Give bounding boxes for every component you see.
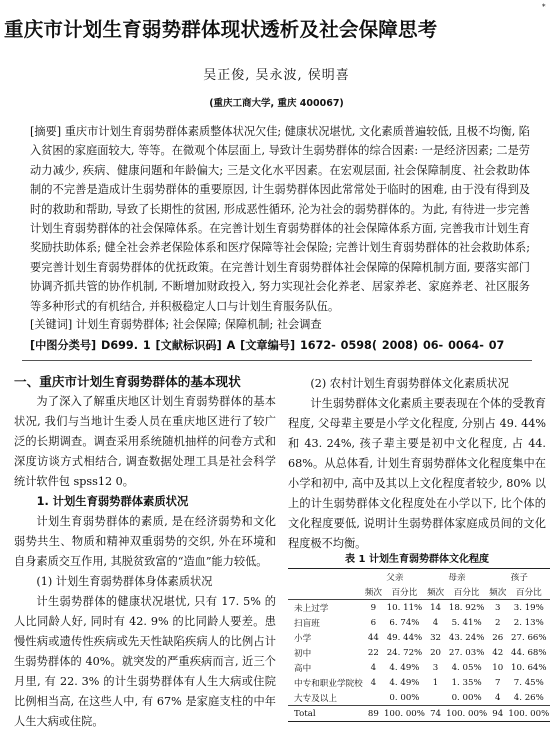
table-cell: 6. 74% [389, 617, 420, 628]
table-cell: 0. 00% [389, 692, 420, 703]
education-table [288, 568, 550, 722]
subsection-heading: 1. 计划生育弱势群体素质状况 [36, 495, 189, 508]
classification-line: [中图分类号] D699. 1 [文献标识码] A [文章编号] 1672- 0598( 2008) 06- 0064- 07 [30, 339, 505, 352]
table-cell: 7. 45% [513, 677, 544, 688]
table-cell: 89 [364, 706, 383, 722]
table-cell: 4. 49% [389, 677, 420, 688]
row-label: 未上过学 [294, 603, 329, 614]
table-caption: 表 1 计划生育弱势群体文化程度 [345, 554, 489, 565]
table-cell: 44. 68% [511, 647, 547, 658]
row-label: 大专及以上 [294, 693, 337, 704]
table-cell: 10. 64% [511, 662, 547, 673]
table-cell: 4. 05% [451, 662, 482, 673]
title-footnote-mark: * [542, 3, 546, 11]
table-cell: 20 [430, 647, 441, 658]
table-total-row [288, 706, 550, 722]
table-cell: 100. 00% [445, 706, 488, 722]
paragraph: 计生弱势群体的健康状况堪忧, 只有 17. 5% 的人比同龄人好, 同时有 42. 9% 的比同龄人要差。患慢性病或遗传性疾病或先天性缺陷疾病人的比例占计生弱势群体的 40%。就突发的严重疾病而言, 近三个月里, 有 22. 3% 的计生弱势群体有人生大病或住院比例相当高, 在这些人中, 有 67% 是家庭支柱的中年人生大病或住院。 [14, 595, 276, 728]
table-row [288, 660, 550, 675]
table-cell: 27. 66% [511, 632, 547, 643]
table-subheader [288, 584, 550, 600]
table-cell: 1 [432, 677, 439, 688]
col-header: 频次 [364, 584, 383, 600]
table-group-header [288, 569, 550, 585]
abstract: [摘要] 重庆市计划生育弱势群体素质整体状况欠佳; 健康状况堪忧, 文化素质普遍较低, 且极不均衡, 陷入贫困的家庭面较大, 等等。在微观个体层面上, 导致计生弱势群体的综合因素: 一是经济因素; 二是劳动力减少, 疾病、健康问题和年龄偏大; 三是文化水平因素。在宏观层面, 社会保障制度、社会救助体制的不完善是造成计生弱势群体的重要原因, 计生弱势群体因此常常处于临时的困难, 由于没有得到及时的救助和帮助, 导致了长期性的贫困, 形成恶性循环, 沦为社会的弱势群体的。为此, 有待进一步完善计划生育弱势群体的社会保障体系。在完善计划生育弱势群体的社会保障体系方面, 完善我市计划生育奖励扶助体系; 健全社会养老保险体系和医疗保障等社会保险; 完善计划生育弱势群体的社会救助体系; 要完善计划生育弱势群体的优抚政策。在完善计划生育弱势群体社会保障的保障机制方面, 要落实部门协调齐抓共管的协作机制, 不断增加财政投入, 努力实现社会化养老、居家养老、家庭养老、社区服务等多种形式的有机结合, 并积极稳定人口与计划生育服务队伍。 [30, 125, 530, 313]
table-cell: 1. 35% [451, 677, 482, 688]
table-row [288, 630, 550, 645]
paragraph: 计划生育弱势群体的素质, 是在经济弱势和文化弱势共生、物质和精神双重弱势的交织, 外在环境和自身素质交互作用, 其脱贫致富的“造血”能力较低。 [14, 515, 276, 568]
table-row [288, 600, 550, 616]
table-cell: 94 [488, 706, 507, 722]
table-row [288, 645, 550, 660]
section-heading: 一、重庆市计划生育弱势群体的基本现状 [14, 374, 241, 389]
paragraph: 计生弱势群体文化素质主要表现在个体的受教育程度, 父母辈主要是小学文化程度, 分别占 49. 44% 和 43. 24%, 孩子辈主要是初中文化程度, 占 44. 68%。从总体看, 计划生育弱势群体文化程度集中在小学和初中, 高中及其以上文化程度者较少, 80% 以上的计生弱势群体文化程度处在小学以下, 比个体的文化程度要低, 说明计生弱势群体家庭成员间的文化程度极不均衡。 [288, 397, 546, 550]
table-cell: 3 [432, 662, 439, 673]
row-label: 初中 [294, 648, 312, 659]
table-cell: 2. 13% [513, 617, 544, 628]
table-cell: 3 [494, 602, 501, 613]
paragraph: 为了深入了解重庆地区计划生育弱势群体的基本状况, 我们与当地计生委人员在重庆地区进行了较广泛的长期调查。调查采用系统随机抽样的问卷方式和深度访谈方式相结合, 调查数据处理工具是社会科学统计软件包 spss12 0。 [14, 395, 276, 488]
col-header: 频次 [488, 584, 507, 600]
keywords: [关键词] 计划生育弱势群体; 社会保障; 保障机制; 社会调查 [30, 318, 322, 331]
table-cell: 4 [494, 692, 501, 703]
table-corner [288, 584, 364, 600]
table-cell: 4. 26% [513, 692, 544, 703]
table-cell: 24. 72% [386, 647, 423, 658]
subsubsection-heading: (2) 农村计划生育弱势群体文化素质状况 [310, 377, 509, 390]
table-cell: 49. 44% [386, 632, 423, 643]
row-label: 中专和职业学院校 [294, 678, 363, 689]
table-row [288, 615, 550, 630]
table-cell: 74 [426, 706, 445, 722]
table-cell: 9 [370, 602, 377, 613]
table-cell: 42 [492, 647, 504, 658]
affiliation: (重庆工商大学, 重庆 400067) [209, 98, 344, 109]
table-cell: 6 [370, 617, 377, 628]
right-column [288, 374, 546, 554]
table-cell: 3. 19% [513, 602, 544, 613]
table-cell: 4 [370, 662, 377, 673]
paper-title: 重庆市计划生育弱势群体现状透析及社会保障思考 [4, 18, 438, 41]
table-cell: 32 [430, 632, 441, 643]
authors: 吴正俊, 吴永波, 侯明喜 [203, 68, 350, 83]
col-header: 百分比 [507, 584, 550, 600]
table-cell: 4. 49% [389, 662, 420, 673]
table-cell: 4 [370, 677, 377, 688]
header-divider [22, 360, 532, 361]
table-cell: 100. 00% [383, 706, 426, 722]
table-body [288, 600, 550, 706]
row-label: 高中 [294, 663, 312, 674]
row-label: Total [288, 706, 364, 722]
table-cell: 4 [432, 617, 439, 628]
col-header: 百分比 [445, 584, 488, 600]
table-cell [426, 690, 445, 706]
table-cell: 7 [494, 677, 501, 688]
table-row [288, 675, 550, 690]
table-cell: 44 [367, 632, 379, 643]
table-cell: 26 [492, 632, 504, 643]
row-label: 扫盲班 [294, 618, 320, 629]
col-header: 频次 [426, 584, 445, 600]
col-header: 百分比 [383, 584, 426, 600]
table-cell: 10. 11% [386, 602, 423, 613]
group-header: 父亲 [364, 569, 426, 585]
table-cell: 10 [492, 662, 504, 673]
group-header: 孩子 [488, 569, 550, 585]
table-cell: 0. 00% [451, 692, 482, 703]
table-corner [288, 569, 364, 585]
table-cell: 22 [367, 647, 379, 658]
left-column [14, 372, 276, 732]
table-cell: 2 [494, 617, 501, 628]
table-cell: 14 [430, 602, 441, 613]
table-cell: 18. 92% [448, 602, 485, 613]
table-cell [364, 690, 383, 706]
row-label: 小学 [294, 633, 312, 644]
table-cell: 5. 41% [451, 617, 482, 628]
group-header: 母亲 [426, 569, 488, 585]
table-cell: 27. 03% [448, 647, 485, 658]
subsubsection-heading: (1) 计划生育弱势群体身体素质状况 [36, 575, 213, 588]
table-row [288, 690, 550, 706]
table-cell: 100. 00% [507, 706, 550, 722]
table-cell: 43. 24% [448, 632, 485, 643]
